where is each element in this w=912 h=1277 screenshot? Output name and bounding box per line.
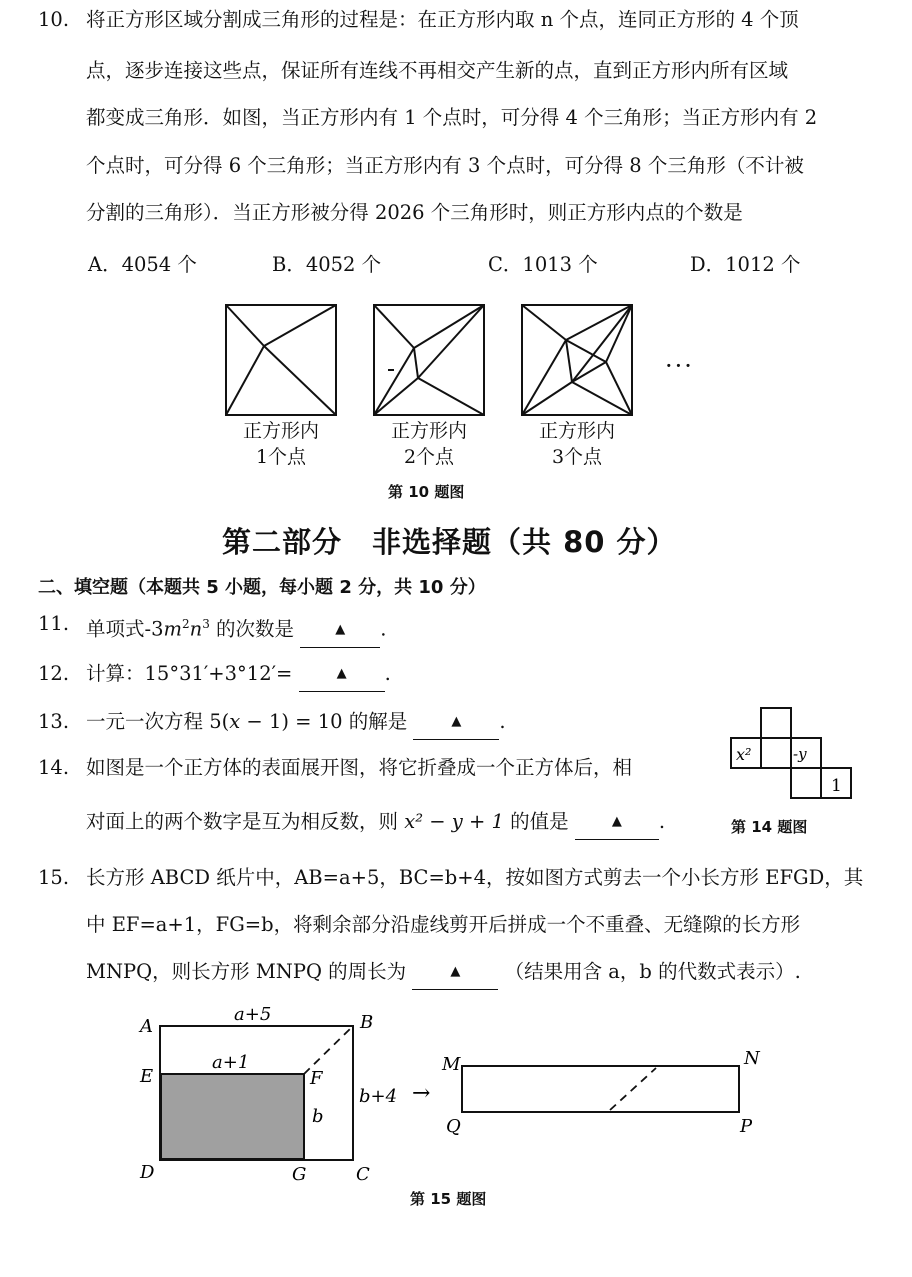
caption-2-line-2: 2个点 [403,446,455,468]
net-label-x2: x² [736,745,752,764]
label-A: A [140,1016,153,1037]
net-label-neg-y: -y [793,745,807,763]
label-E: E [140,1066,154,1087]
q14-number: 14. [38,756,70,779]
q13-var-x: x [229,710,241,733]
q15-answer-blank[interactable] [412,958,498,990]
label-P: P [740,1116,753,1137]
caption-3-line-1: 正方形内 [538,420,615,442]
q12-end: . [384,662,391,685]
q11-end: . [380,617,387,641]
q14-figure-title: 第 14 题图 [731,818,808,836]
q10-line-1: 将正方形区域分割成三角形的过程是：在正方形内取 n 个点，连同正方形的 4 个顶 [86,8,799,31]
part2-heading: 第二部分 非选择题（共 80 分） [222,525,677,559]
label-M: M [442,1054,461,1075]
q14-answer-blank[interactable] [575,808,659,840]
cut-line-mnpq [610,1068,656,1110]
q10-figure [0,300,912,430]
rect-efgd-shaded [161,1074,304,1159]
label-top: a+5 [234,1004,272,1025]
q14-end: . [658,810,666,833]
q13-text [86,708,506,740]
q12-number: 12. [38,662,70,685]
q11-text [86,610,386,648]
q14-line-1: 如图是一个正方体的表面展开图，将它折叠成一个正方体后，相 [86,756,633,779]
caption-1-line-1: 正方形内 [242,420,319,442]
q10-option-d[interactable]: D．1012 个 [690,253,801,276]
blank-mark-icon: ▲ [451,714,462,729]
rect-mnpq [462,1066,739,1112]
label-G: G [292,1164,307,1185]
label-Q: Q [446,1116,461,1137]
label-B: B [360,1012,374,1033]
q12-answer-blank[interactable] [299,660,385,692]
label-C: C [356,1164,370,1185]
label-N: N [744,1048,760,1069]
q10-line-3: 都变成三角形．如图，当正方形内有 1 个点时，可分得 4 个三角形；当正方形内有 2 [86,106,818,129]
q11-answer-blank[interactable] [300,616,380,648]
q11-var-n: n [189,617,203,641]
label-inner-right: b [312,1106,324,1127]
q15-line-3 [86,958,801,990]
q10-caption-1 [226,418,336,470]
blank-mark-icon: ▲ [450,964,461,979]
caption-3-line-2: 3个点 [551,446,603,468]
q13-end: . [499,710,506,733]
q15-figure [0,1000,912,1190]
q10-number: 10. [38,8,70,31]
q14-line-2-before: 对面上的两个数字是互为相反数，则 [86,810,405,833]
q14-line-2 [86,808,665,840]
q11-text-after: 的次数是 [209,617,295,641]
q10-ellipsis: ··· [665,352,694,380]
q10-square-3 [522,305,632,415]
q11-var-m: m [163,617,182,641]
q10-option-b[interactable]: B．4052 个 [272,253,382,276]
q14-line-2-after: 的值是 [503,810,569,833]
q10-square-1 [226,305,336,415]
caption-1-line-2: 1个点 [255,446,307,468]
q11-exp-m: 2 [182,617,190,631]
q13-answer-blank[interactable] [413,708,499,740]
q15-line-3-after: （结果用含 a，b 的代数式表示）. [504,960,801,983]
label-inner-top: a+1 [212,1052,250,1073]
q14-expression: x² − y + 1 [404,810,504,833]
label-F: F [310,1068,323,1089]
q10-option-a[interactable]: A．4054 个 [88,253,197,276]
q10-line-4: 个点时，可分得 6 个三角形；当正方形内有 3 个点时，可分得 8 个三角形（不计被 [86,154,804,177]
q15-line-1: 长方形 ABCD 纸片中，AB=a+5，BC=b+4，按如图方式剪去一个小长方形 EFGD，其 [86,866,864,889]
blank-mark-icon: ▲ [611,814,622,829]
q13-text-mid: − 1) = 10 的解是 [240,710,408,733]
q12-text-body: 计算：15°31′+3°12′= [86,662,293,685]
q10-caption-2 [374,418,484,470]
q15-line-3-before: MNPQ，则长方形 MNPQ 的周长为 [86,960,407,983]
q13-number: 13. [38,710,70,733]
blank-mark-icon: ▲ [336,666,347,681]
q15-line-2: 中 EF=a+1，FG=b，将剩余部分沿虚线剪开后拼成一个不重叠、无缝隙的长方形 [86,913,801,936]
q12-text [86,660,391,692]
q10-figure-title: 第 10 题图 [388,483,465,501]
q15-figure-title: 第 15 题图 [410,1190,487,1208]
q13-text-before: 一元一次方程 5( [86,710,230,733]
q15-number: 15. [38,866,70,889]
q11-number: 11. [38,612,70,635]
blank-mark-icon: ▲ [335,621,346,637]
q11-exp-n: 3 [202,617,210,631]
q10-option-c[interactable]: C．1013 个 [488,253,598,276]
q10-square-2 [374,305,484,415]
caption-2-line-1: 正方形内 [390,420,467,442]
label-right: b+4 [359,1086,398,1107]
net-label-1: 1 [831,776,842,796]
q11-text-before: 单项式-3 [86,617,164,641]
cut-line-bf [304,1026,353,1074]
q10-caption-3 [522,418,632,470]
arrow-icon: → [412,1081,431,1106]
q14-cube-net [725,704,855,804]
q10-line-5: 分割的三角形）．当正方形被分得 2026 个三角形时，则正方形内点的个数是 [86,201,743,224]
label-D: D [140,1162,155,1183]
section-heading: 二、填空题（本题共 5 小题，每小题 2 分，共 10 分） [38,577,486,598]
q10-line-2: 点，逐步连接这些点，保证所有连线不再相交产生新的点，直到正方形内所有区域 [86,59,789,82]
